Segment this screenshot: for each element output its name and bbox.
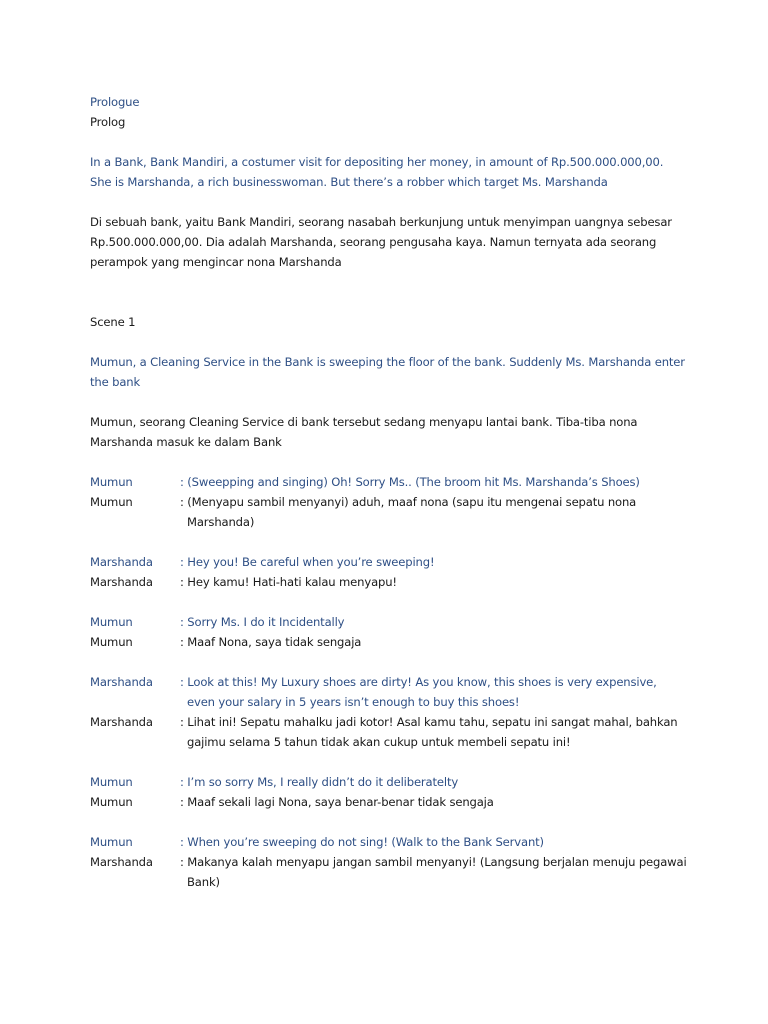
dialogue-line-id: : Maaf sekali lagi Nona, saya benar-benar tidak sengaja	[180, 795, 494, 809]
dialogue-speaker-en: Marshanda	[90, 675, 153, 689]
dialogue-line-en: : When you’re sweeping do not sing! (Walk to the Bank Servant)	[180, 835, 544, 849]
dialogue-speaker-id: Mumun	[90, 795, 133, 809]
dialogue-line-id-continued: Bank)	[187, 875, 220, 889]
dialogue-speaker-id: Mumun	[90, 495, 133, 509]
dialogue-line-en: : Look at this! My Luxury shoes are dirty! As you know, this shoes is very expensive,	[180, 675, 657, 689]
dialogue-speaker-id: Marshanda	[90, 715, 153, 729]
prologue-text-en-line-1: In a Bank, Bank Mandiri, a costumer visit for depositing her money, in amount of Rp.500.000.000,00.	[90, 155, 664, 169]
dialogue-speaker-id: Marshanda	[90, 575, 153, 589]
scene-text-id-line-1: Mumun, seorang Cleaning Service di bank tersebut sedang menyapu lantai bank. Tiba-tiba nona	[90, 415, 638, 429]
dialogue-line-en: : (Sweepping and singing) Oh! Sorry Ms.. (The broom hit Ms. Marshanda’s Shoes)	[180, 475, 640, 489]
dialogue-line-id: : Lihat ini! Sepatu mahalku jadi kotor! Asal kamu tahu, sepatu ini sangat mahal, bahkan	[180, 715, 678, 729]
dialogue-line-id-continued: Marshanda)	[187, 515, 255, 529]
scene-text-en-line-1: Mumun, a Cleaning Service in the Bank is sweeping the floor of the bank. Suddenly Ms. Marshanda enter	[90, 355, 685, 369]
dialogue-speaker-en: Marshanda	[90, 555, 153, 569]
dialogue-speaker-en: Mumun	[90, 615, 133, 629]
dialogue-line-en: : I’m so sorry Ms, I really didn’t do it deliberatelty	[180, 775, 459, 789]
dialogue-line-id: : (Menyapu sambil menyanyi) aduh, maaf nona (sapu itu mengenai sepatu nona	[180, 495, 637, 509]
dialogue-speaker-en: Mumun	[90, 475, 133, 489]
scene-text-id-line-2: Marshanda masuk ke dalam Bank	[90, 435, 282, 449]
prologue-text-en-line-2: She is Marshanda, a rich businesswoman. But there’s a robber which target Ms. Marshanda	[90, 175, 608, 189]
dialogue-speaker-en: Mumun	[90, 835, 133, 849]
dialogue-line-en: : Hey you! Be careful when you’re sweeping!	[180, 555, 435, 569]
prologue-heading-en: Prologue	[90, 95, 140, 109]
prologue-heading-id: Prolog	[90, 115, 126, 129]
scene-text-en-line-2: the bank	[90, 375, 141, 389]
dialogue-line-id: : Hey kamu! Hati-hati kalau menyapu!	[180, 575, 397, 589]
dialogue-speaker-en: Mumun	[90, 775, 133, 789]
dialogue-line-id-continued: gajimu selama 5 tahun tidak akan cukup untuk membeli sepatu ini!	[187, 735, 571, 749]
prologue-text-id-line-2: Rp.500.000.000,00. Dia adalah Marshanda, seorang pengusaha kaya. Namun ternyata ada seorang	[90, 235, 657, 249]
prologue-text-id-line-3: perampok yang mengincar nona Marshanda	[90, 255, 342, 269]
prologue-text-id-line-1: Di sebuah bank, yaitu Bank Mandiri, seorang nasabah berkunjung untuk menyimpan uangnya sebesar	[90, 215, 672, 229]
dialogue-line-en-continued: even your salary in 5 years isn’t enough to buy this shoes!	[187, 695, 520, 709]
scene-heading: Scene 1	[90, 315, 136, 329]
dialogue-line-en: : Sorry Ms. I do it Incidentally	[180, 615, 345, 629]
dialogue-line-id: : Makanya kalah menyapu jangan sambil menyanyi! (Langsung berjalan menuju pegawai	[180, 855, 687, 869]
dialogue-line-id: : Maaf Nona, saya tidak sengaja	[180, 635, 362, 649]
dialogue-speaker-id: Marshanda	[90, 855, 153, 869]
dialogue-speaker-id: Mumun	[90, 635, 133, 649]
